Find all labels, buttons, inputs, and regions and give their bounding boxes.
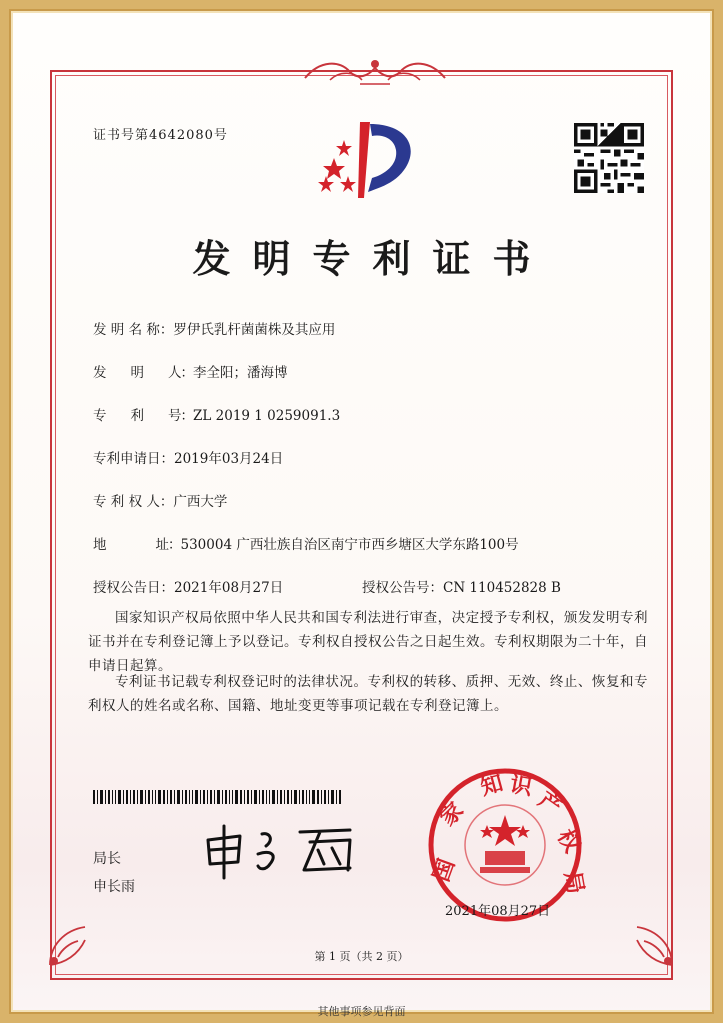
qr-code-icon [574,123,644,193]
filing-date-row [93,447,283,467]
grant-date-value: 2021年08月27日 [174,580,284,596]
inventor-label: 发 明 人： [93,365,193,381]
svg-text:权: 权 [551,825,586,858]
barcode-icon [93,790,343,804]
signature-role: 局长 [93,851,121,867]
patent-office-logo-icon [312,118,422,203]
grant-number-value: CN 110452828 B [443,580,561,596]
statement-paragraph: 国家知识产权局依照中华人民共和国专利法进行审查，决定授予专利权，颁发发明专利证书并在专利登记簿上予以登记。专利权自授权公告之日起生效。专利权期限为二十年，自申请日起算。 [88,610,648,674]
filing-date-label: 专利申请日： [93,451,174,467]
invention-name-row [93,318,335,338]
seal-date: 2021年08月27日 [445,904,551,919]
grant-date-label: 授权公告日： [93,580,174,596]
filing-date-value: 2019年03月24日 [174,451,284,467]
patentee-label: 专 利 权 人： [93,494,174,510]
top-ornament-icon [300,50,450,90]
address-value: 530004 广西壮族自治区南宁市西乡塘区大学东路100号 [180,537,519,553]
inventor-value: 李全阳；潘海博 [193,365,288,381]
inventor-row [93,361,288,381]
corner-ornament-icon [622,915,682,975]
signature-name: 申长雨 [93,879,135,895]
svg-text:国: 国 [428,855,461,886]
invention-name-label: 发 明 名 称： [93,322,174,338]
patent-number-row [93,404,340,424]
patent-number-label: 专 利 号： [93,408,193,424]
page-number: 第 1 页（共 2 页） [314,950,409,963]
patentee-value: 广西大学 [173,494,228,510]
page-title: 发明专利证书 [192,236,553,281]
statement-paragraph: 专利证书记载专利权登记时的法律状况。专利权的转移、质押、无效、终止、恢复和专利权人的姓名或名称、国籍、地址变更等事项记载在专利登记簿上。 [88,674,648,714]
invention-name-value: 罗伊氏乳杆菌菌株及其应用 [173,322,336,338]
footer-note: 其他事项参见背面 [317,1005,406,1018]
svg-text:知: 知 [477,769,506,801]
svg-text:识: 识 [507,771,535,801]
svg-text:产: 产 [533,786,567,821]
svg-text:家: 家 [434,797,469,832]
address-row [93,533,519,553]
handwritten-signature [200,820,390,880]
certificate-number: 证书号第4642080号 [93,128,228,143]
grant-date-row [93,576,283,596]
patentee-row [93,490,227,510]
corner-ornament-icon [40,915,100,975]
grant-number-label: 授权公告号： [362,580,443,596]
svg-text:局: 局 [559,869,589,896]
grant-number-row [362,576,561,596]
patent-number-value: ZL 2019 1 0259091.3 [193,408,341,424]
address-label: 地 址： [93,537,181,553]
